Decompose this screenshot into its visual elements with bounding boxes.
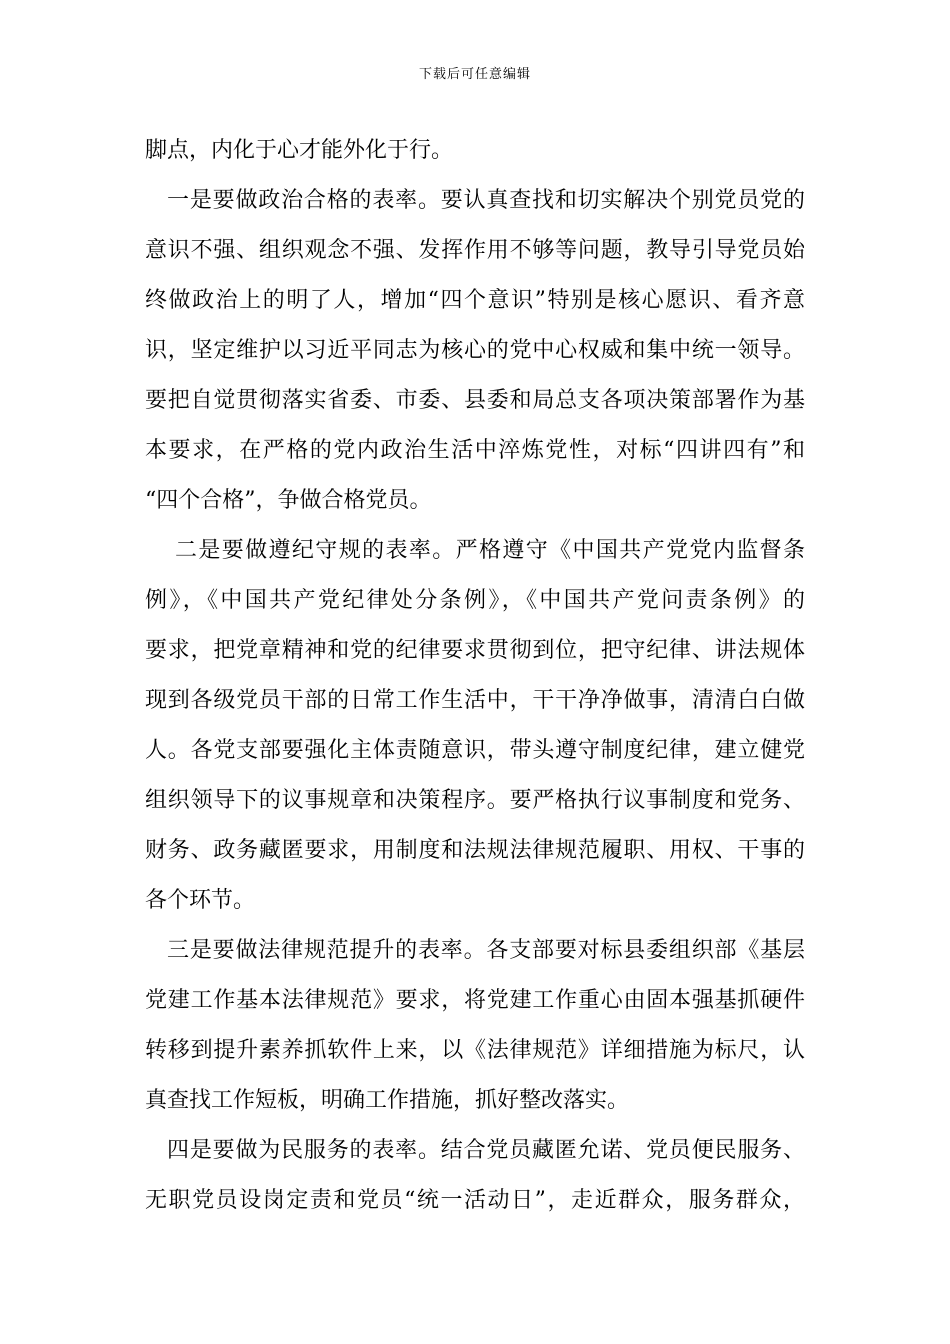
text-line: 识，坚定维护以习近平同志为核心的党中心权威和集中统一领导。 bbox=[145, 338, 805, 363]
paragraph-start-line: 二是要做遵纪守规的表率。严格遵守《中国共产党党内监督条 bbox=[175, 538, 805, 563]
paragraph-start-line: 一是要做政治合格的表率。要认真查找和切实解决个别党员党的 bbox=[167, 188, 805, 213]
text-line: 各个环节。 bbox=[145, 888, 256, 913]
text-line: 组织领导下的议事规章和决策程序。要严格执行议事制度和党务、 bbox=[145, 788, 805, 813]
text-line: 终做政治上的明了人，增加“四个意识”特别是核心愿识、看齐意 bbox=[145, 288, 805, 313]
text-line: 例》，《中国共产党纪律处分条例》，《中国共产党问责条例》的 bbox=[145, 588, 805, 613]
text-line: 财务、政务藏匿要求，用制度和法规法律规范履职、用权、干事的 bbox=[145, 838, 805, 863]
document-body bbox=[145, 126, 805, 1226]
text-line: 人。各党支部要强化主体责随意识，带头遵守制度纪律，建立健党 bbox=[145, 738, 805, 763]
text-line: 现到各级党员干部的日常工作生活中，干干净净做事，清清白白做 bbox=[145, 688, 805, 713]
text-line: 脚点，内化于心才能外化于行。 bbox=[145, 138, 454, 163]
page-header: 下载后可任意编辑 bbox=[418, 67, 531, 82]
text-line: “四个合格”，争做合格党员。 bbox=[145, 488, 432, 513]
text-line: 转移到提升素养抓软件上来，以《法律规范》详细措施为标尺，认 bbox=[145, 1038, 805, 1063]
text-line: 党建工作基本法律规范》要求，将党建工作重心由固本强基抓硬件 bbox=[145, 988, 805, 1013]
text-line: 本要求，在严格的党内政治生活中淬炼党性，对标“四讲四有”和 bbox=[145, 438, 805, 463]
paragraph-start-line: 四是要做为民服务的表率。结合党员藏匿允诺、党员便民服务、 bbox=[167, 1138, 805, 1163]
text-line: 要把自觉贯彻落实省委、市委、县委和局总支各项决策部署作为基 bbox=[145, 388, 805, 413]
text-line: 真查找工作短板，明确工作措施，抓好整改落实。 bbox=[145, 1088, 630, 1113]
text-line: 意识不强、组织观念不强、发挥作用不够等问题，教导引导党员始 bbox=[145, 238, 805, 263]
paragraph-start-line: 三是要做法律规范提升的表率。各支部要对标县委组织部《基层 bbox=[167, 938, 805, 963]
text-line: 无职党员设岗定责和党员“统一活动日”，走近群众，服务群众， bbox=[145, 1188, 805, 1213]
text-line: 要求，把党章精神和党的纪律要求贯彻到位，把守纪律、讲法规体 bbox=[145, 638, 805, 663]
